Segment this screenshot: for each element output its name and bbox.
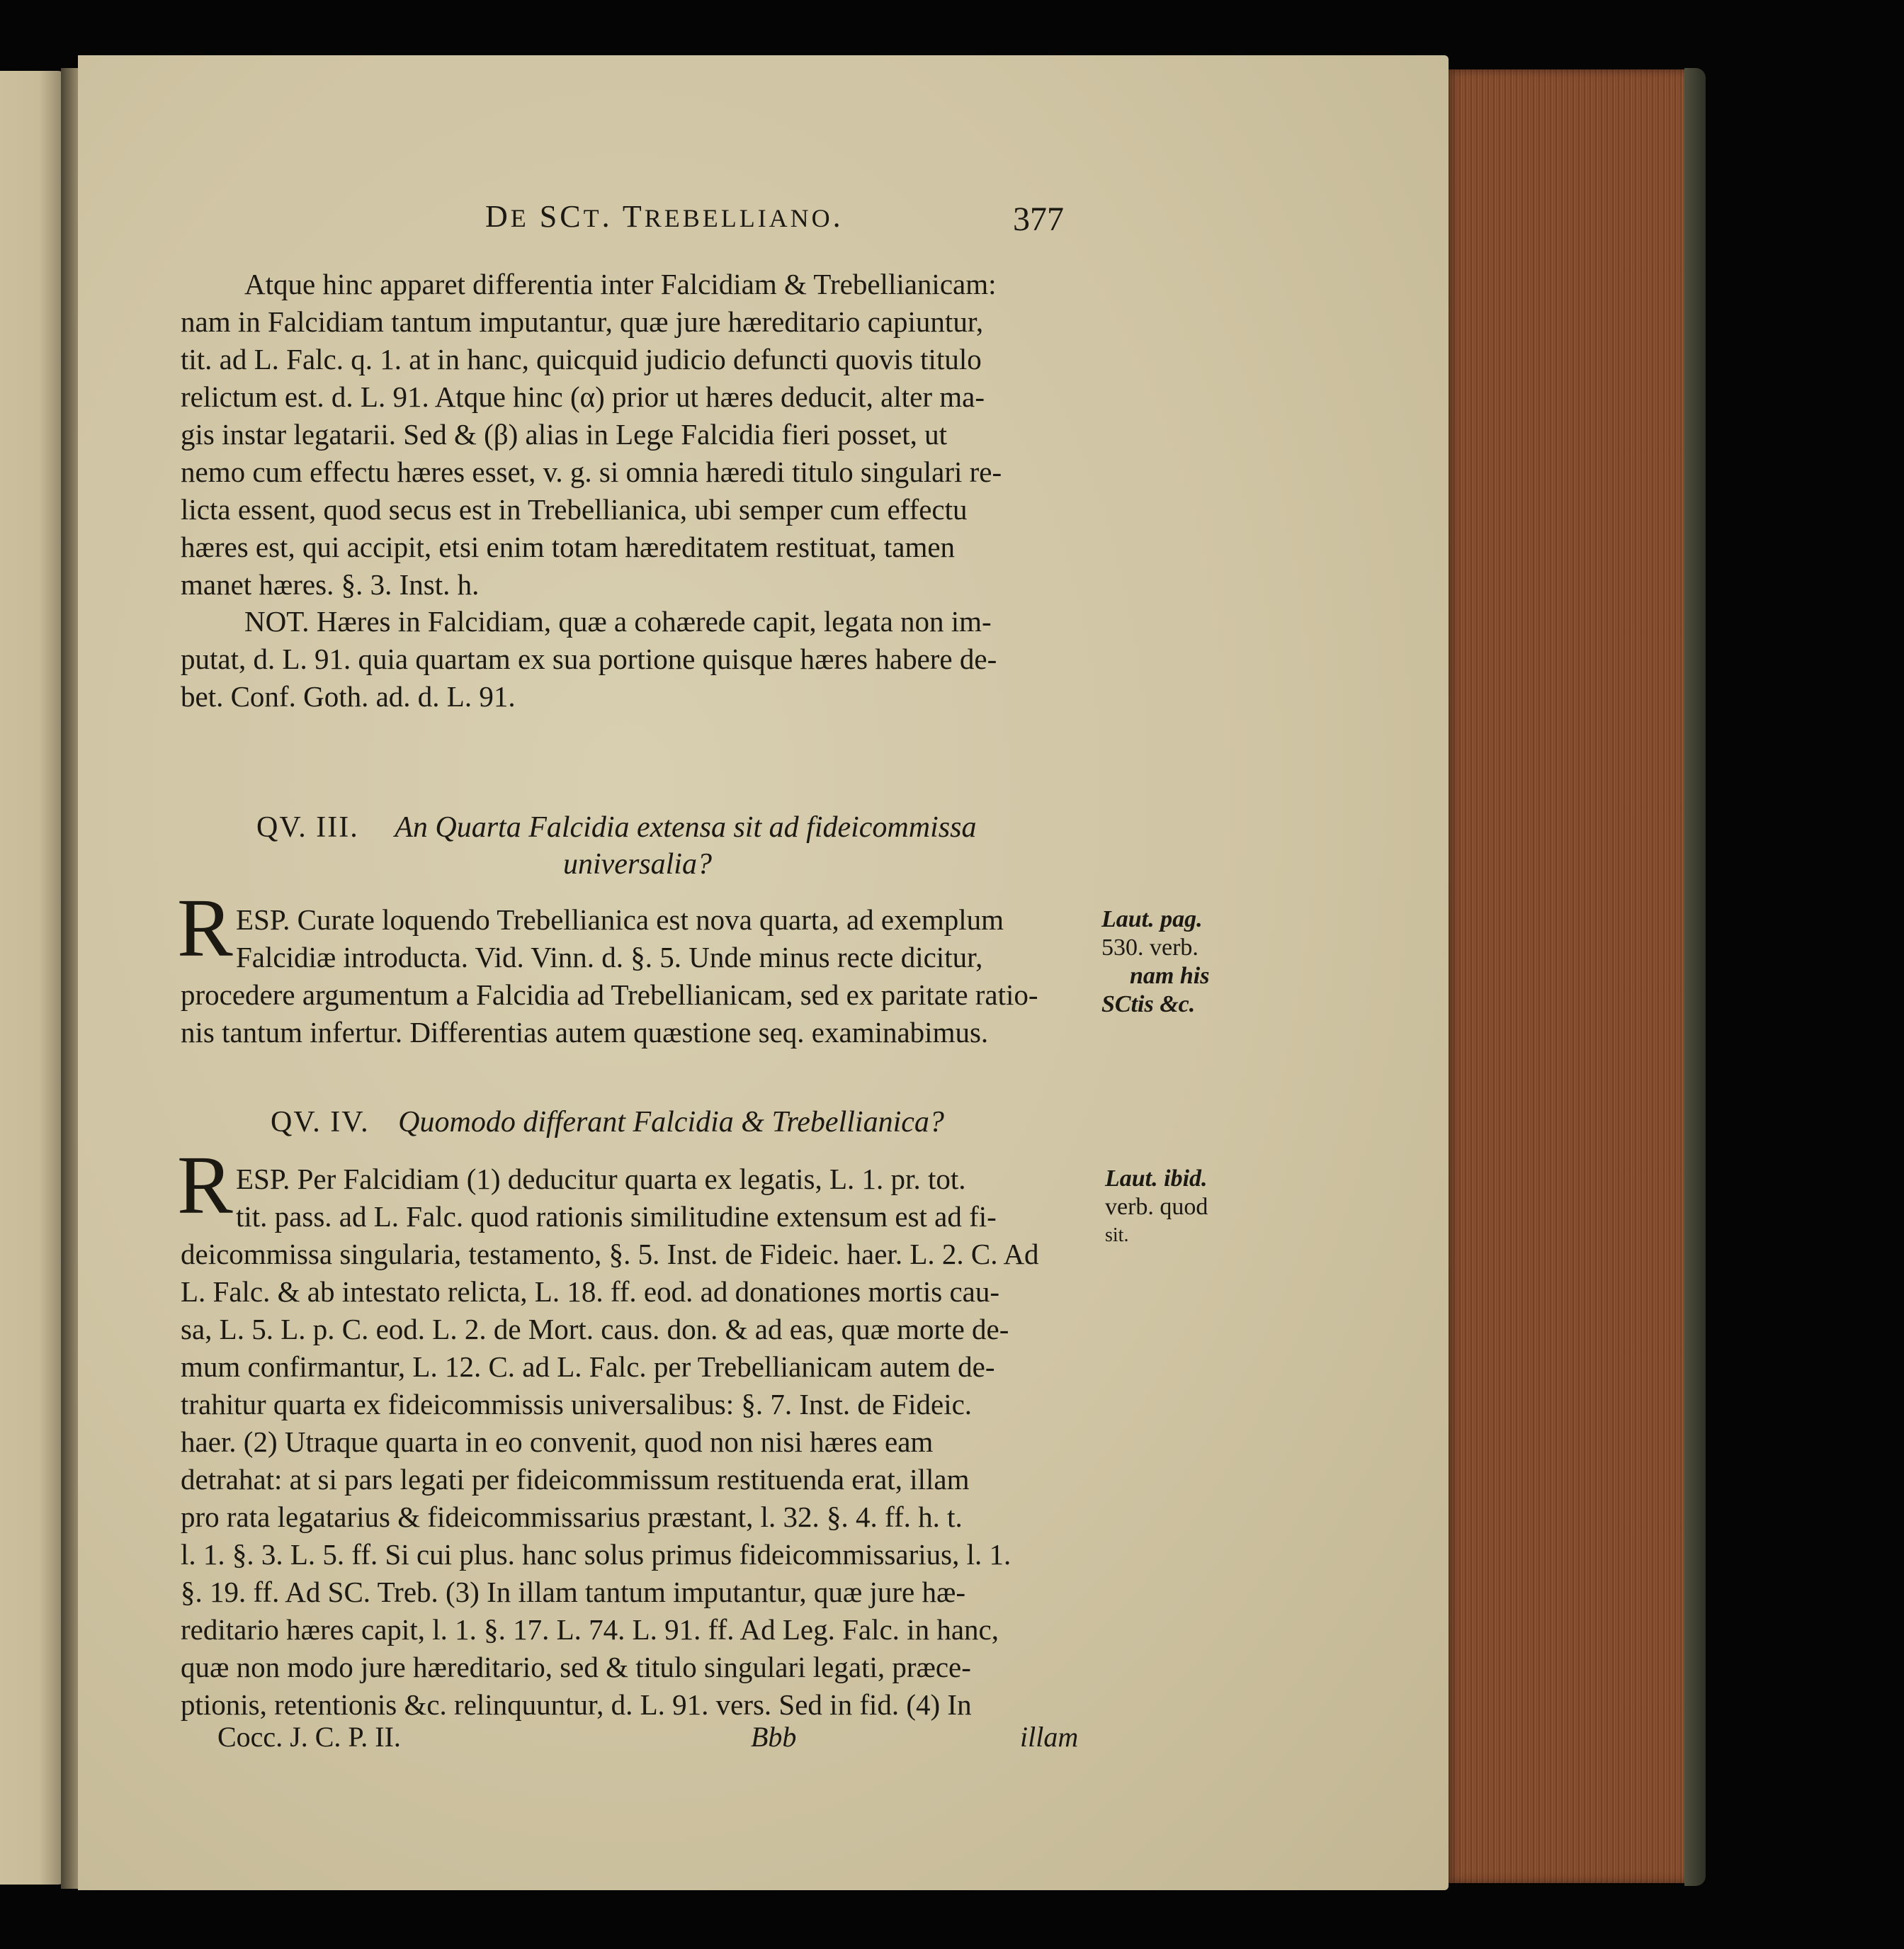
text-line: haer. (2) Utraque quarta in eo convenit, quod non nisi hæres eam <box>181 1425 934 1458</box>
question-title: Quomodo differant Falcidia & Trebellianica? <box>398 1106 944 1139</box>
left-page-edge <box>0 71 65 1885</box>
text-line: pro rata legatarius & fideicommissarius præstant, l. 32. §. 4. ff. h. t. <box>181 1501 963 1533</box>
margin-line: 530. verb. <box>1101 934 1198 961</box>
running-title <box>485 198 844 235</box>
response-3 <box>181 901 1038 1051</box>
margin-line: SCtis &c. <box>1101 991 1196 1017</box>
running-title-part: REBELLIANO <box>644 204 833 232</box>
margin-note-4 <box>1105 1165 1208 1250</box>
margin-line: nam his <box>1130 963 1210 989</box>
response-4 <box>181 1160 1039 1724</box>
text-line: nemo cum effectu hæres esset, v. g. si omnia hæredi titulo singulari re- <box>181 456 1002 488</box>
running-title-part: T <box>583 204 602 232</box>
question-3-heading <box>256 810 976 844</box>
text-line: L. Falc. & ab intestato relicta, L. 18. ff. eod. ad donationes mortis cau- <box>181 1275 1000 1308</box>
text-line: manet hæres. §. 3. Inst. h. <box>181 568 480 601</box>
text-line: relictum est. d. L. 91. Atque hinc (α) prior ut hæres deducit, alter ma- <box>181 380 985 413</box>
text-line: nis tantum infertur. Differentias autem quæstione seq. examinabimus. <box>181 1016 989 1049</box>
running-title-part: SC <box>528 199 584 234</box>
page-number: 377 <box>1013 200 1064 238</box>
paragraph-2 <box>181 603 997 716</box>
running-title-part: D <box>485 199 511 234</box>
margin-line: sit. <box>1105 1224 1129 1246</box>
text-line: gis instar legatarii. Sed & (β) alias in Lege Falcidia fieri posset, ut <box>181 418 948 451</box>
text-line: bet. Conf. Goth. ad. d. L. 91. <box>181 680 516 713</box>
question-label: QV. III. <box>256 811 359 844</box>
page-fore-edge <box>1445 69 1696 1883</box>
text-line: hæres est, qui accipit, etsi enim totam hæreditatem restituat, tamen <box>181 531 956 563</box>
signature-mark: Bbb <box>751 1721 797 1753</box>
margin-line: Laut. pag. <box>1101 906 1203 932</box>
running-title-part: . <box>832 199 844 234</box>
drop-cap: R <box>177 881 233 974</box>
text-line: ESP. Curate loquendo Trebellianica est nova quarta, ad exemplum <box>236 903 1004 936</box>
question-4-heading <box>271 1105 944 1139</box>
question-3-heading-cont: universalia? <box>563 848 712 881</box>
text-line: Atque hinc apparet differentia inter Falcidiam & Trebellianicam: <box>244 268 997 300</box>
cover-edge <box>1684 68 1706 1886</box>
catchword: illam <box>1020 1721 1079 1753</box>
signature-line: Cocc. J. C. P. II. <box>217 1721 401 1753</box>
text-line: trahitur quarta ex fideicommissis universalibus: §. 7. Inst. de Fideic. <box>181 1388 973 1420</box>
text-line: detrahat: at si pars legati per fideicommissum restituenda erat, illam <box>181 1463 970 1496</box>
margin-line: Laut. ibid. <box>1105 1165 1208 1192</box>
text-line: licta essent, quod secus est in Trebellianica, ubi semper cum effectu <box>181 493 968 526</box>
text-line: quæ non modo jure hæreditario, sed & titulo singulari legati, præce- <box>181 1651 971 1683</box>
text-line: §. 19. ff. Ad SC. Treb. (3) In illam tantum imputantur, quæ jure hæ- <box>181 1576 965 1608</box>
text-line: Falcidiæ introducta. Vid. Vinn. d. §. 5. Unde minus recte dicitur, <box>236 941 983 973</box>
text-line: putat, d. L. 91. quia quartam ex sua portione quisque hæres habere de- <box>181 643 997 675</box>
paragraph-1 <box>181 266 1002 604</box>
text-line: nam in Falcidiam tantum imputantur, quæ jure hæreditario capiuntur, <box>181 305 984 338</box>
text-line: mum confirmantur, L. 12. C. ad L. Falc. per Trebellianicam autem de- <box>181 1350 995 1383</box>
text-line: l. 1. §. 3. L. 5. ff. Si cui plus. hanc solus primus fideicommissarius, l. 1. <box>181 1538 1012 1571</box>
drop-cap: R <box>177 1139 233 1231</box>
margin-note-3 <box>1101 905 1209 1019</box>
text-line: sa, L. 5. L. p. C. eod. L. 2. de Mort. caus. don. & ad eas, quæ morte de- <box>181 1313 1009 1345</box>
text-line: tit. ad L. Falc. q. 1. at in hanc, quicquid judicio defuncti quovis titulo <box>181 343 982 375</box>
running-title-part: . T <box>601 199 645 234</box>
text-line: NOT. Hæres in Falcidiam, quæ a cohærede capit, legata non im- <box>244 605 992 638</box>
text-line: ESP. Per Falcidiam (1) deducitur quarta ex legatis, L. 1. pr. tot. <box>236 1163 966 1195</box>
question-title: An Quarta Falcidia extensa sit ad fideicommissa <box>395 811 977 844</box>
text-line: tit. pass. ad L. Falc. quod rationis similitudine extensum est ad fi- <box>236 1200 997 1233</box>
question-label: QV. IV. <box>271 1106 370 1139</box>
running-title-part: E <box>510 204 529 232</box>
text-line: reditario hæres capit, l. 1. §. 17. L. 74. L. 91. ff. Ad Leg. Falc. in hanc, <box>181 1613 999 1646</box>
margin-line: verb. quod <box>1105 1194 1208 1220</box>
text-line: procedere argumentum a Falcidia ad Trebellianicam, sed ex paritate ratio- <box>181 978 1038 1011</box>
book-page <box>78 55 1449 1890</box>
text-line: deicommissa singularia, testamento, §. 5. Inst. de Fideic. haer. L. 2. C. Ad <box>181 1238 1039 1270</box>
text-line: ptionis, retentionis &c. relinquuntur, d. L. 91. vers. Sed in fid. (4) In <box>181 1688 972 1721</box>
